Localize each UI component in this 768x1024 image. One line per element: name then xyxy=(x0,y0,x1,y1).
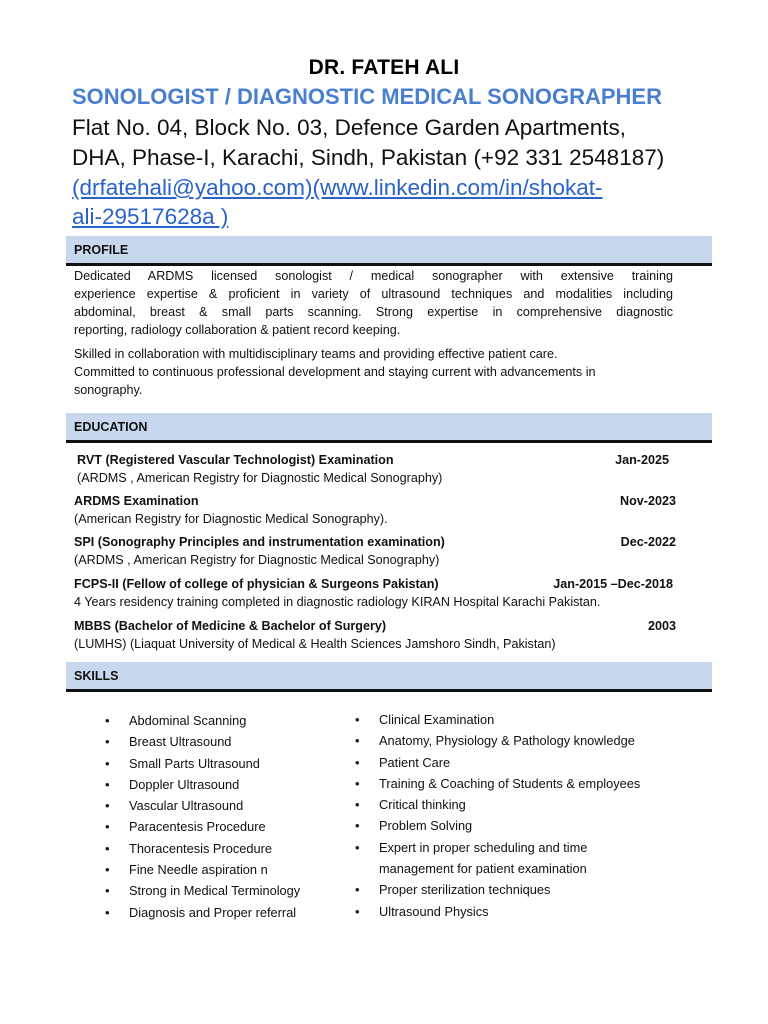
profile-line: Dedicated ARDMS licensed sonologist / medical sonographer with extensive training xyxy=(74,269,673,283)
bullet-icon xyxy=(105,880,129,903)
skill-item: • Doppler Ultrasound xyxy=(105,774,345,795)
profile-line: sonography. xyxy=(74,383,143,397)
skill-item: • Vascular Ultrasound xyxy=(105,795,345,816)
skill-item: • Diagnosis and Proper referral xyxy=(105,902,345,923)
bullet-icon xyxy=(105,838,129,861)
skill-item-continuation: management for patient examination xyxy=(379,861,587,877)
skill-item: • Critical thinking xyxy=(355,794,695,815)
skill-item: • Training & Coaching of Students & employees xyxy=(355,773,695,794)
profile-line: abdominal, breast & small parts scanning. Strong expertise in comprehensive diagnostic xyxy=(74,305,673,319)
profile-paragraph-1 xyxy=(74,267,673,339)
education-date: 2003 xyxy=(647,619,676,633)
education-date: Jan-2015 –Dec-2018 xyxy=(553,577,673,591)
address-line-2: DHA, Phase-I, Karachi, Sindh, Pakistan (+92 331 2548187) xyxy=(72,145,665,170)
bullet-icon xyxy=(105,774,129,797)
profile-section-header xyxy=(66,236,712,266)
skills-section-header xyxy=(66,662,712,692)
education-date: Jan-2025 xyxy=(615,453,669,467)
bullet-icon xyxy=(105,753,129,776)
profile-line: reporting, radiology collaboration & patient record keeping. xyxy=(74,323,401,337)
skill-item: • Small Parts Ultrasound xyxy=(105,753,345,774)
skill-item: • Abdominal Scanning xyxy=(105,710,345,731)
contact-link-line-1[interactable]: (drfatehali@yahoo.com)(www.linkedin.com/in/shokat- xyxy=(72,175,603,200)
skills-list-right xyxy=(355,709,695,922)
education-date: Nov-2023 xyxy=(619,494,676,508)
skill-item: • Strong in Medical Terminology xyxy=(105,880,345,901)
education-item xyxy=(74,575,673,611)
candidate-name: DR. FATEH ALI xyxy=(308,56,460,79)
skill-item: • Clinical Examination xyxy=(355,709,695,730)
education-description: 4 Years residency training completed in diagnostic radiology KIRAN Hospital Karachi Pakistan. xyxy=(74,595,601,609)
bullet-icon xyxy=(105,795,129,818)
bullet-icon xyxy=(105,731,129,754)
skill-item: • Proper sterilization techniques xyxy=(355,879,695,900)
bullet-icon xyxy=(105,859,129,882)
job-title: SONOLOGIST / DIAGNOSTIC MEDICAL SONOGRAPHER xyxy=(72,84,662,109)
skill-item: • Breast Ultrasound xyxy=(105,731,345,752)
skill-item: • Paracentesis Procedure xyxy=(105,816,345,837)
education-item xyxy=(74,492,676,528)
education-title: MBBS (Bachelor of Medicine & Bachelor of Surgery) xyxy=(74,619,387,633)
bullet-icon xyxy=(355,837,379,860)
bullet-icon xyxy=(355,879,379,902)
bullet-icon xyxy=(355,709,379,732)
profile-heading: PROFILE xyxy=(74,243,129,257)
address-line-1: Flat No. 04, Block No. 03, Defence Garden Apartments, xyxy=(72,115,627,140)
education-item xyxy=(74,617,676,653)
skill-item: • Fine Needle aspiration n xyxy=(105,859,345,880)
education-description: (American Registry for Diagnostic Medical Sonography). xyxy=(74,512,388,526)
education-heading: EDUCATION xyxy=(74,420,148,434)
bullet-icon xyxy=(355,794,379,817)
bullet-icon xyxy=(105,816,129,839)
skill-item: • Problem Solving xyxy=(355,815,695,836)
profile-line: Committed to continuous professional development and staying current with advancements in xyxy=(74,365,596,379)
skill-item: • Anatomy, Physiology & Pathology knowledge xyxy=(355,730,695,751)
bullet-icon xyxy=(105,902,129,925)
education-description: (LUMHS) (Liaquat University of Medical & Health Sciences Jamshoro Sindh, Pakistan) xyxy=(74,637,556,651)
profile-line: experience expertise & proficient in variety of ultrasound techniques and modalities including xyxy=(74,287,673,301)
education-description: (ARDMS , American Registry for Diagnostic Medical Sonography) xyxy=(74,553,440,567)
skills-list-left xyxy=(105,710,345,923)
skill-item: • Expert in proper scheduling and time xyxy=(355,837,695,858)
education-title: SPI (Sonography Principles and instrumentation examination) xyxy=(74,535,445,549)
contact-link-line-2[interactable]: ali-29517628a ) xyxy=(72,204,229,229)
skills-heading: SKILLS xyxy=(74,669,119,683)
skill-item: • Thoracentesis Procedure xyxy=(105,838,345,859)
bullet-icon xyxy=(355,901,379,924)
education-item xyxy=(74,533,676,569)
bullet-icon xyxy=(355,815,379,838)
education-title: ARDMS Examination xyxy=(74,494,199,508)
education-section-header xyxy=(66,413,712,443)
skill-item: • Ultrasound Physics xyxy=(355,901,695,922)
profile-paragraph-2 xyxy=(74,345,673,399)
education-date: Dec-2022 xyxy=(620,535,676,549)
education-description: (ARDMS , American Registry for Diagnostic Medical Sonography) xyxy=(77,471,443,485)
education-title: RVT (Registered Vascular Technologist) Examination xyxy=(77,453,394,467)
bullet-icon xyxy=(355,730,379,753)
education-title: FCPS-II (Fellow of college of physician & Surgeons Pakistan) xyxy=(74,577,439,591)
profile-line: Skilled in collaboration with multidisciplinary teams and providing effective patient care. xyxy=(74,347,558,361)
education-item xyxy=(77,451,669,487)
bullet-icon xyxy=(355,773,379,796)
bullet-icon xyxy=(105,710,129,733)
bullet-icon xyxy=(355,752,379,775)
skill-item: • Patient Care xyxy=(355,752,695,773)
